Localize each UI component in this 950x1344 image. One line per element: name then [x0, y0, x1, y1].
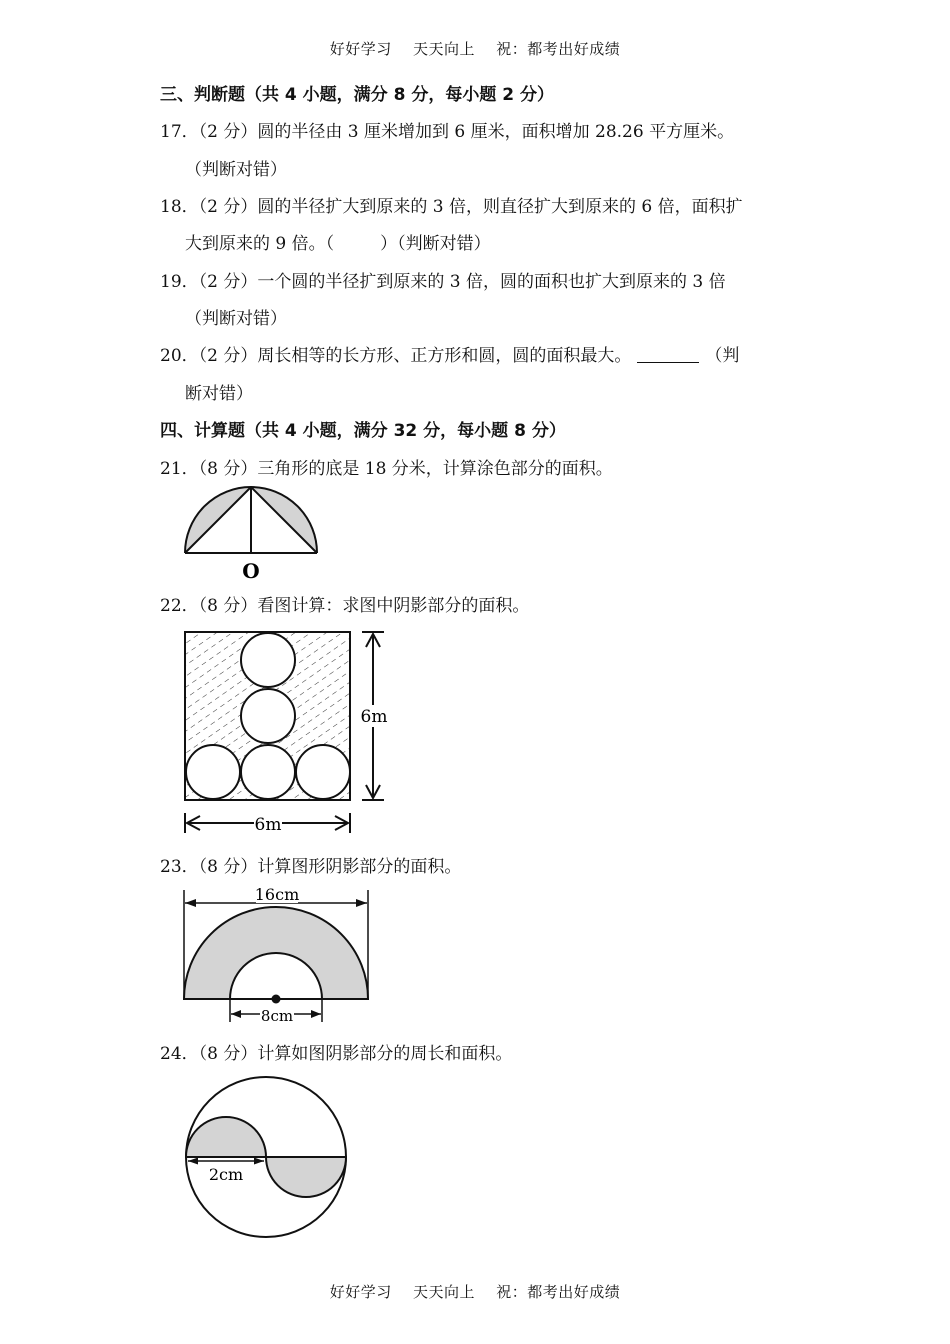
q18-line2a: 大到原来的 9 倍。（ [185, 234, 335, 254]
q18-line2 [185, 229, 491, 254]
q22-text: 22．（8 分）看图计算：求图中阴影部分的面积。 [160, 596, 530, 616]
q22-side-label: 6m [360, 707, 388, 727]
footer-middle: 天天向上 [412, 1283, 475, 1301]
q22-circle-middle [241, 689, 295, 743]
q24-label: 2cm [208, 1165, 244, 1184]
q23-text: 23．（8 分）计算图形阴影部分的面积。 [160, 857, 462, 877]
q19-line2: （判断对错） [185, 309, 287, 329]
q21-center-label: O [242, 559, 260, 583]
q23-inner-label: 8cm [260, 1007, 294, 1025]
q22-bottom-label: 6m [254, 815, 282, 835]
q23-inner-arrow-left [231, 1010, 241, 1018]
q20-line1 [160, 341, 739, 366]
q22-circle-top [241, 633, 295, 687]
header-left: 好好学习 [329, 40, 392, 58]
q22-circle-bottom-left [186, 745, 240, 799]
q20-line1a: 20．（2 分）周长相等的长方形、正方形和圆，圆的面积最大。 [160, 346, 632, 366]
q17-line1: 17．（2 分）圆的半径由 3 厘米增加到 6 厘米，面积增加 28.26 平方厘米。 [160, 122, 735, 142]
q23-shaded-ring [184, 907, 368, 999]
page-header [0, 38, 950, 59]
q22-circle-bottom-right [296, 745, 350, 799]
q24-figure [180, 1072, 360, 1242]
q18-line1: 18．（2 分）圆的半径扩大到原来的 3 倍，则直径扩大到原来的 6 倍，面积扩 [160, 197, 743, 217]
q20-line1b: （判 [705, 346, 740, 366]
q20-answer-blank [637, 346, 699, 363]
q20-line2: 断对错） [185, 384, 253, 404]
q23-outer-label: 16cm [254, 885, 300, 904]
section-4-title: 四、计算题（共 4 小题，满分 32 分，每小题 8 分） [160, 421, 566, 441]
q22-circle-bottom-middle [241, 745, 295, 799]
footer-right: 祝：都考出好成绩 [496, 1283, 621, 1301]
q18-line2b: ）（判断对错） [380, 234, 491, 254]
footer-left: 好好学习 [329, 1283, 392, 1301]
q23-outer-arrow-right [356, 899, 367, 907]
q23-outer-arrow-left [185, 899, 196, 907]
q19-line1: 19．（2 分）一个圆的半径扩到原来的 3 倍，圆的面积也扩大到原来的 3 倍 [160, 272, 726, 292]
q21-text: 21．（8 分）三角形的底是 18 分米，计算涂色部分的面积。 [160, 459, 613, 479]
q21-figure [180, 485, 325, 583]
page-footer [0, 1281, 950, 1302]
q23-inner-arrow-right [311, 1010, 321, 1018]
header-right: 祝：都考出好成绩 [496, 40, 621, 58]
q22-figure [180, 625, 395, 840]
q17-line2: （判断对错） [185, 160, 287, 180]
q23-figure [180, 882, 375, 1027]
section-3-title: 三、判断题（共 4 小题，满分 8 分，每小题 2 分） [160, 85, 554, 105]
q24-text: 24．（8 分）计算如图阴影部分的周长和面积。 [160, 1044, 513, 1064]
q23-center-dot [272, 995, 281, 1004]
header-middle: 天天向上 [412, 40, 475, 58]
